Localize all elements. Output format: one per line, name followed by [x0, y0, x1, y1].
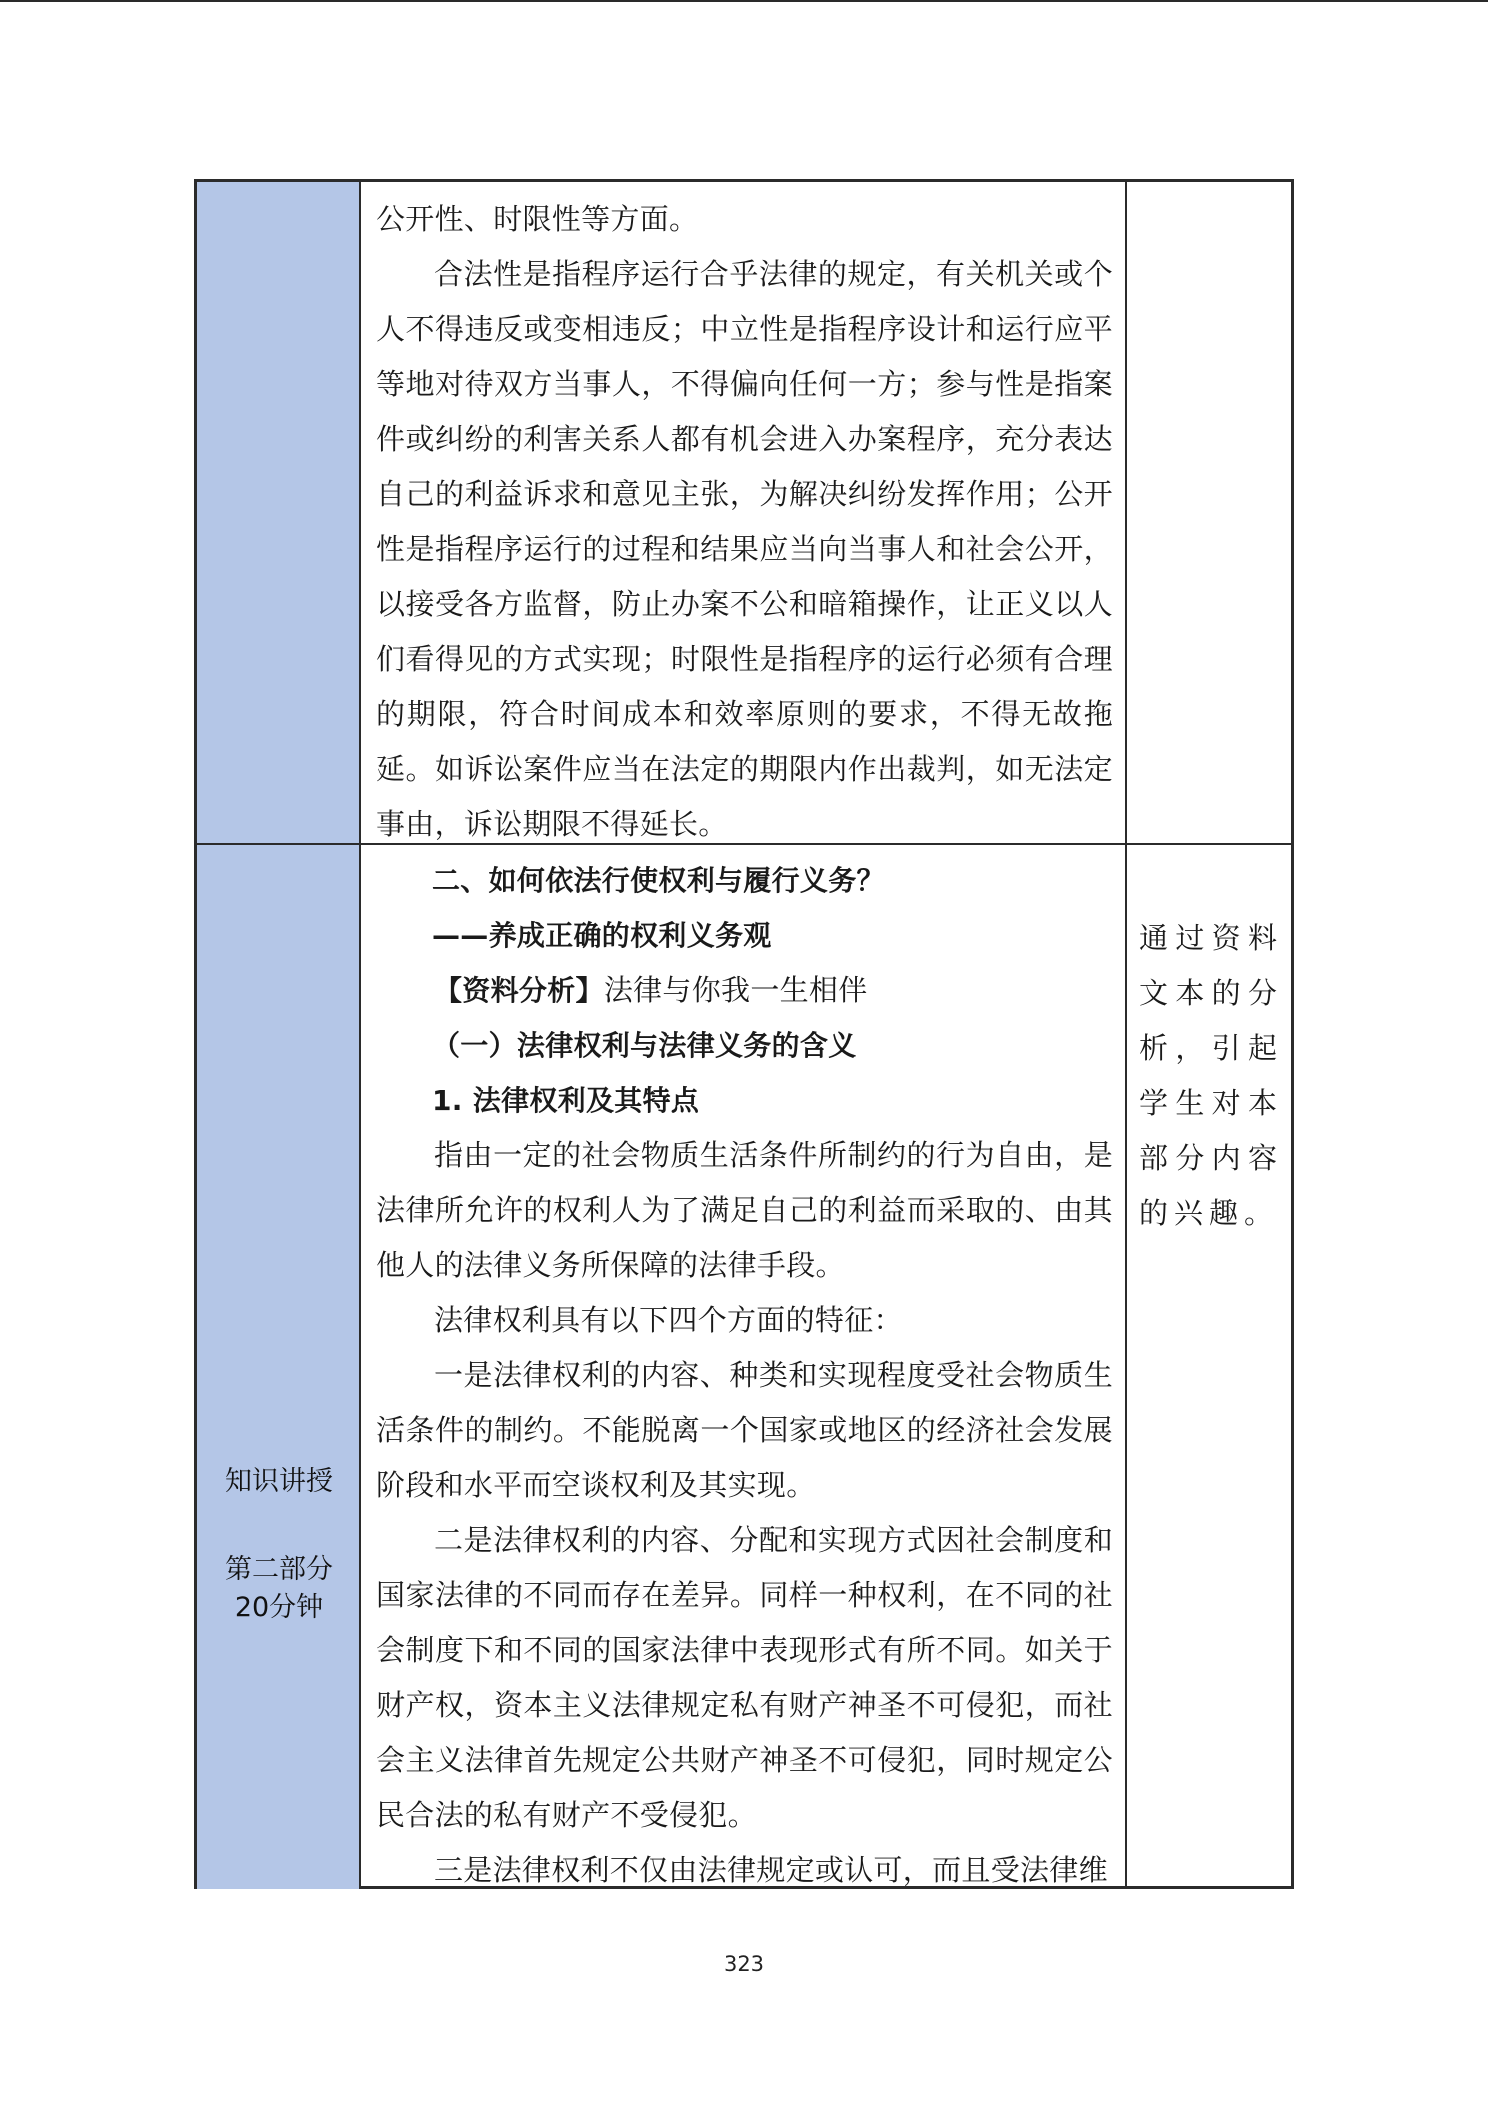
paragraph: 指由一定的社会物质生活条件所制约的行为自由，是法律所允许的权利人为了满足自己的利益而采取的、由其他人的法律义务所保障的法律手段。: [376, 1138, 1113, 1282]
row-label-cell: [197, 845, 361, 1889]
part-label: [197, 1551, 361, 1627]
notes-cell: [1127, 182, 1291, 843]
paragraph: 法律权利具有以下四个方面的特征：: [434, 1303, 903, 1337]
heading-question: 二、如何依法行使权利与履行义务？: [432, 864, 885, 897]
notes-cell: [1127, 845, 1291, 1889]
table-row: [197, 182, 1291, 845]
part-name: 第二部分: [225, 1554, 333, 1585]
lesson-plan-table: [194, 179, 1294, 1889]
paragraph: 公开性、时限性等方面。: [376, 202, 699, 236]
paragraph: 二是法律权利的内容、分配和实现方式因社会制度和国家法律的不同而存在差异。同样一种权利，在不同的社会制度下和不同的国家法律中表现形式有所不同。如关于财产权，资本主义法律规定私有财产神圣不可侵犯，而社会主义法律首先规定公共财产神圣不可侵犯，同时规定公民合法的私有财产不受侵犯。: [376, 1523, 1113, 1832]
content-cell: [361, 845, 1127, 1889]
material-tag: 【资料分析】: [434, 974, 604, 1007]
duration: 20分钟: [234, 1592, 324, 1623]
material-text: 法律与你我一生相伴: [603, 973, 868, 1007]
page-number: 323: [723, 1952, 765, 1976]
teaching-note: 通过资料文本的分析，引起学生对本部分内容的兴趣。: [1139, 921, 1283, 1230]
heading-subtitle: ——养成正确的权利义务观: [432, 919, 772, 952]
material-analysis-line: [376, 963, 1113, 1018]
top-border-line: [0, 0, 1488, 2]
paragraph: 合法性是指程序运行合乎法律的规定，有关机关或个人不得违反或变相违反；中立性是指程序设计和运行应平等地对待双方当事人，不得偏向任何一方；参与性是指案件或纠纷的利害关系人都有机会进入办案程序，充分表达自己的利益诉求和意见主张，为解决纠纷发挥作用；公开性是指程序运行的过程和结果应当向当事人和社会公开，以接受各方监督，防止办案不公和暗箱操作，让正义以人们看得见的方式实现；时限性是指程序的运行必须有合理的期限，符合时间成本和效率原则的要求，不得无故拖延。如诉讼案件应当在法定的期限内作出裁判，如无法定事由，诉讼期限不得延长。: [376, 257, 1113, 841]
paragraph: 一是法律权利的内容、种类和实现程度受社会物质生活条件的制约。不能脱离一个国家或地区的经济社会发展阶段和水平而空谈权利及其实现。: [376, 1358, 1113, 1502]
content-cell: [361, 182, 1127, 843]
section-title: （一）法律权利与法律义务的含义: [432, 1029, 857, 1062]
paragraph: 三是法律权利不仅由法律规定或认可，而且受法律维: [434, 1853, 1108, 1887]
table-row: [197, 845, 1291, 1889]
section-label: 知识讲授: [225, 1466, 333, 1497]
subsection-title: 1. 法律权利及其特点: [432, 1084, 700, 1117]
row-label-cell: [197, 182, 361, 843]
